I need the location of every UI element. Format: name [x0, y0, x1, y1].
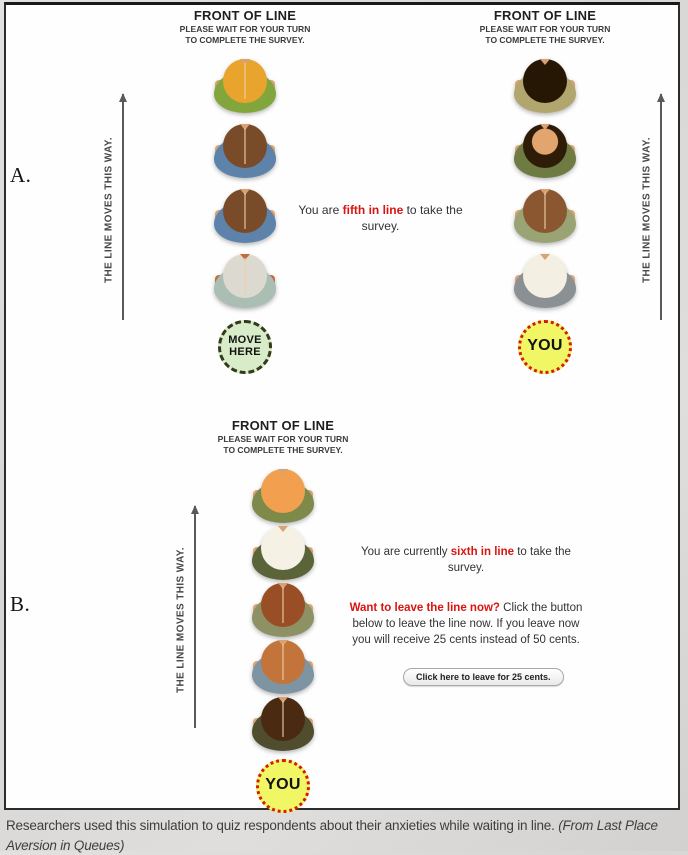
- you-marker: YOU: [518, 320, 572, 374]
- figure-caption: [6, 816, 680, 855]
- queue-a-left-header: [180, 8, 311, 46]
- person-avatar: [514, 124, 576, 178]
- status-suffix: to take the survey.: [447, 546, 571, 575]
- wait-instruction-line1: PLEASE WAIT FOR YOUR TURN: [479, 23, 611, 34]
- wait-instruction-line2: TO COMPLETE THE SURVEY.: [223, 444, 343, 455]
- status-prefix: You are currently: [361, 546, 451, 558]
- status-prefix: You are: [298, 203, 343, 217]
- line-direction-label: THE LINE MOVES THIS WAY.: [175, 547, 187, 693]
- leave-question-highlight: Want to leave the line now?: [349, 602, 500, 614]
- person-avatar: [514, 189, 576, 243]
- wait-instruction-line1: PLEASE WAIT FOR YOUR TURN: [179, 23, 311, 34]
- move-here-marker: MOVE HERE: [218, 320, 272, 374]
- arrow-up-icon: [660, 94, 662, 320]
- queue-b-header: [218, 418, 349, 456]
- leave-line-offer-text: [348, 600, 584, 648]
- person-avatar: [214, 124, 276, 178]
- front-of-line-title: FRONT OF LINE: [493, 8, 597, 23]
- person-avatar: [252, 469, 314, 523]
- arrow-up-icon: [194, 506, 196, 728]
- person-avatar: [252, 526, 314, 580]
- queue-a-left: [145, 8, 345, 374]
- person-avatar: [252, 640, 314, 694]
- person-avatar: [252, 697, 314, 751]
- front-of-line-title: FRONT OF LINE: [193, 8, 297, 23]
- queue-a-right-header: [480, 8, 611, 46]
- panel-b-label: B.: [10, 592, 31, 616]
- you-marker: YOU: [256, 759, 310, 813]
- arrow-up-icon: [122, 94, 124, 320]
- queue-position-status: [350, 544, 582, 576]
- queue-a-right: [445, 8, 645, 374]
- person-avatar: [214, 59, 276, 113]
- wait-instruction-line2: TO COMPLETE THE SURVEY.: [185, 34, 305, 45]
- queue-a-left-people: [214, 59, 276, 308]
- queue-b-people: [252, 469, 314, 751]
- queue-a-right-people: [514, 59, 576, 308]
- leave-offer-body: Click the button below to leave the line now. If you leave now you will receive 25 cents instead of 50 cents.: [352, 602, 583, 647]
- wait-instruction-line1: PLEASE WAIT FOR YOUR TURN: [217, 433, 349, 444]
- person-avatar: [514, 59, 576, 113]
- caption-source: (From Last Place Aversion in Queues): [6, 818, 658, 853]
- person-avatar: [252, 583, 314, 637]
- wait-instruction-line2: TO COMPLETE THE SURVEY.: [485, 34, 605, 45]
- leave-line-button[interactable]: Click here to leave for 25 cents.: [403, 668, 564, 686]
- line-direction-label: THE LINE MOVES THIS WAY.: [641, 137, 653, 283]
- caption-text: Researchers used this simulation to quiz respondents about their anxieties while waiting in line.: [6, 818, 559, 833]
- person-avatar: [214, 189, 276, 243]
- status-highlight: sixth in line: [450, 546, 515, 558]
- status-highlight: fifth in line: [342, 203, 404, 217]
- front-of-line-title: FRONT OF LINE: [231, 418, 335, 433]
- queue-position-status: [298, 202, 463, 234]
- person-avatar: [214, 254, 276, 308]
- line-direction-label: THE LINE MOVES THIS WAY.: [103, 137, 115, 283]
- panel-a-label: A.: [10, 163, 32, 187]
- person-avatar: [514, 254, 576, 308]
- status-suffix: to take the survey.: [361, 203, 463, 234]
